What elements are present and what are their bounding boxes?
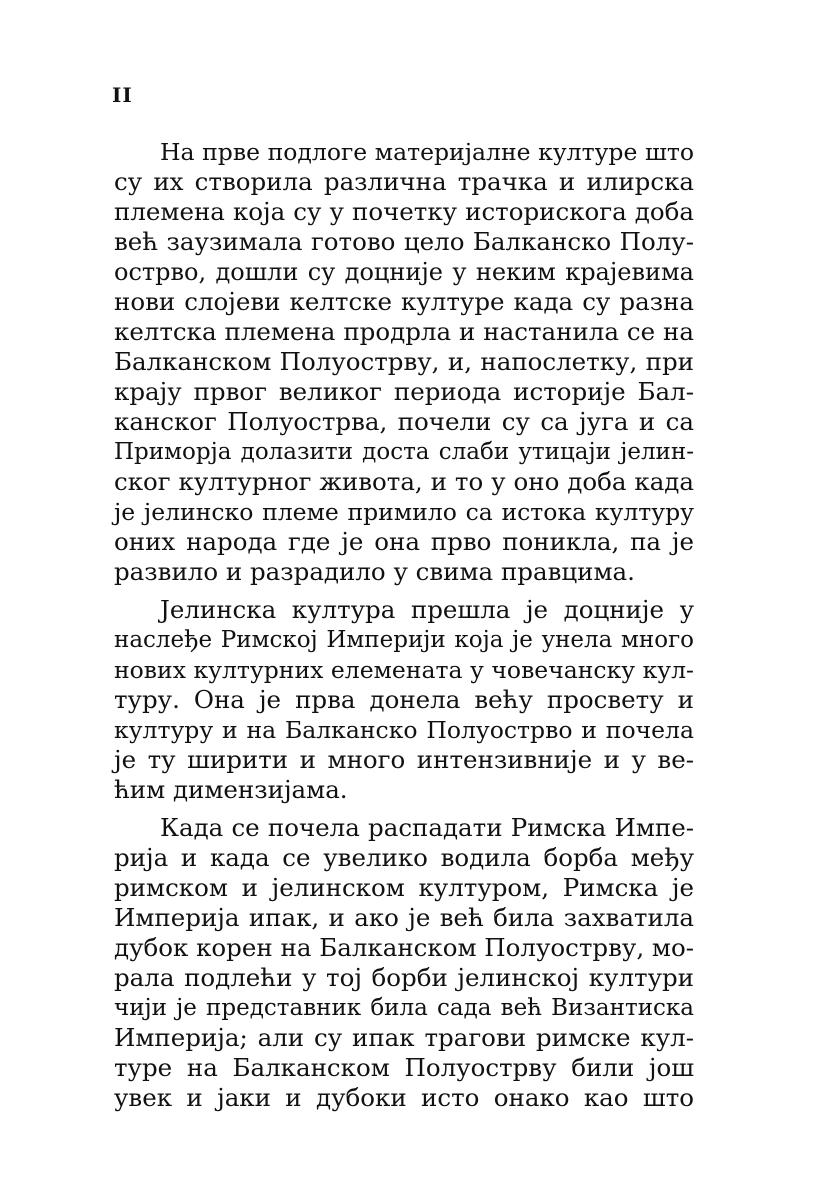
text-line: је јелинско племе примило са истока културу <box>114 498 694 526</box>
page-number: II <box>112 83 133 107</box>
text-line: туру. Она је прва донела већу просвету и <box>114 685 694 714</box>
text-line: римском и јелинском културом, Римска је <box>114 873 694 902</box>
text-line: племена која су у почетку историскога доба <box>114 197 694 226</box>
text-line: нових културних елемената у човечанску кул- <box>114 656 694 684</box>
text-line: рија и када се увелико водила борба међу <box>114 843 694 872</box>
paragraph-2 <box>114 595 694 805</box>
text-line: Империја; али су ипак трагови римске кул- <box>114 1023 694 1052</box>
text-line: оних народа где је она прво поникла, па је <box>114 527 694 556</box>
text-line: културу и на Балканско Полуострво и почела <box>114 716 694 744</box>
text-line: увек и јаки и дубоки исто онако као што <box>114 1083 694 1112</box>
text-line: На прве подлоге материјалне културе што <box>160 138 694 166</box>
text-line: Балканском Полуострву, и, напослетку, при <box>114 347 694 376</box>
text-line: келтска племена продрла и настанила се на <box>114 317 694 346</box>
paragraph-3 <box>114 813 694 1113</box>
text-line: дубок корен на Балканском Полуострву, мо- <box>114 933 694 962</box>
text-line: острво, дошли су доцније у неким крајевима <box>114 258 694 286</box>
text-line: је ту ширити и много интензивније и у ве- <box>114 745 694 774</box>
text-line: Када се почела распадати Римска Импе- <box>160 813 694 842</box>
text-line: крају првог великог периода историје Бал- <box>114 377 694 406</box>
text-line: су их створила различна трачка и илирска <box>114 167 694 196</box>
text-line: наслеђе Римској Империји која је унела много <box>114 627 694 653</box>
text-line: Империја ипак, и ако је већ била захватила <box>114 903 694 932</box>
text-line: чији је представник била сада већ Византиска <box>114 995 694 1021</box>
text-line: канског Полуострва, почели су са југа и са <box>114 407 694 436</box>
text-line: Приморја долазити доста слаби утицаји јелин- <box>114 439 694 465</box>
text-line: ћим димензијама. <box>114 775 348 804</box>
body-text <box>114 137 694 1113</box>
text-line: ског културног живота, и то у оно доба када <box>114 467 694 496</box>
text-line: рала подлећи у тој борби јелинској култури <box>114 963 694 992</box>
text-line: Јелинска култура прешла је доцније у <box>160 595 694 624</box>
text-line: нови слојеви келтске културе када су разна <box>114 287 694 316</box>
text-line: већ заузимала готово цело Балканско Полу- <box>114 227 694 256</box>
paragraph-1 <box>114 137 694 587</box>
text-line: туре на Балканском Полуострву били још <box>114 1053 694 1082</box>
text-line: развило и разрадило у свима правцима. <box>114 557 635 586</box>
